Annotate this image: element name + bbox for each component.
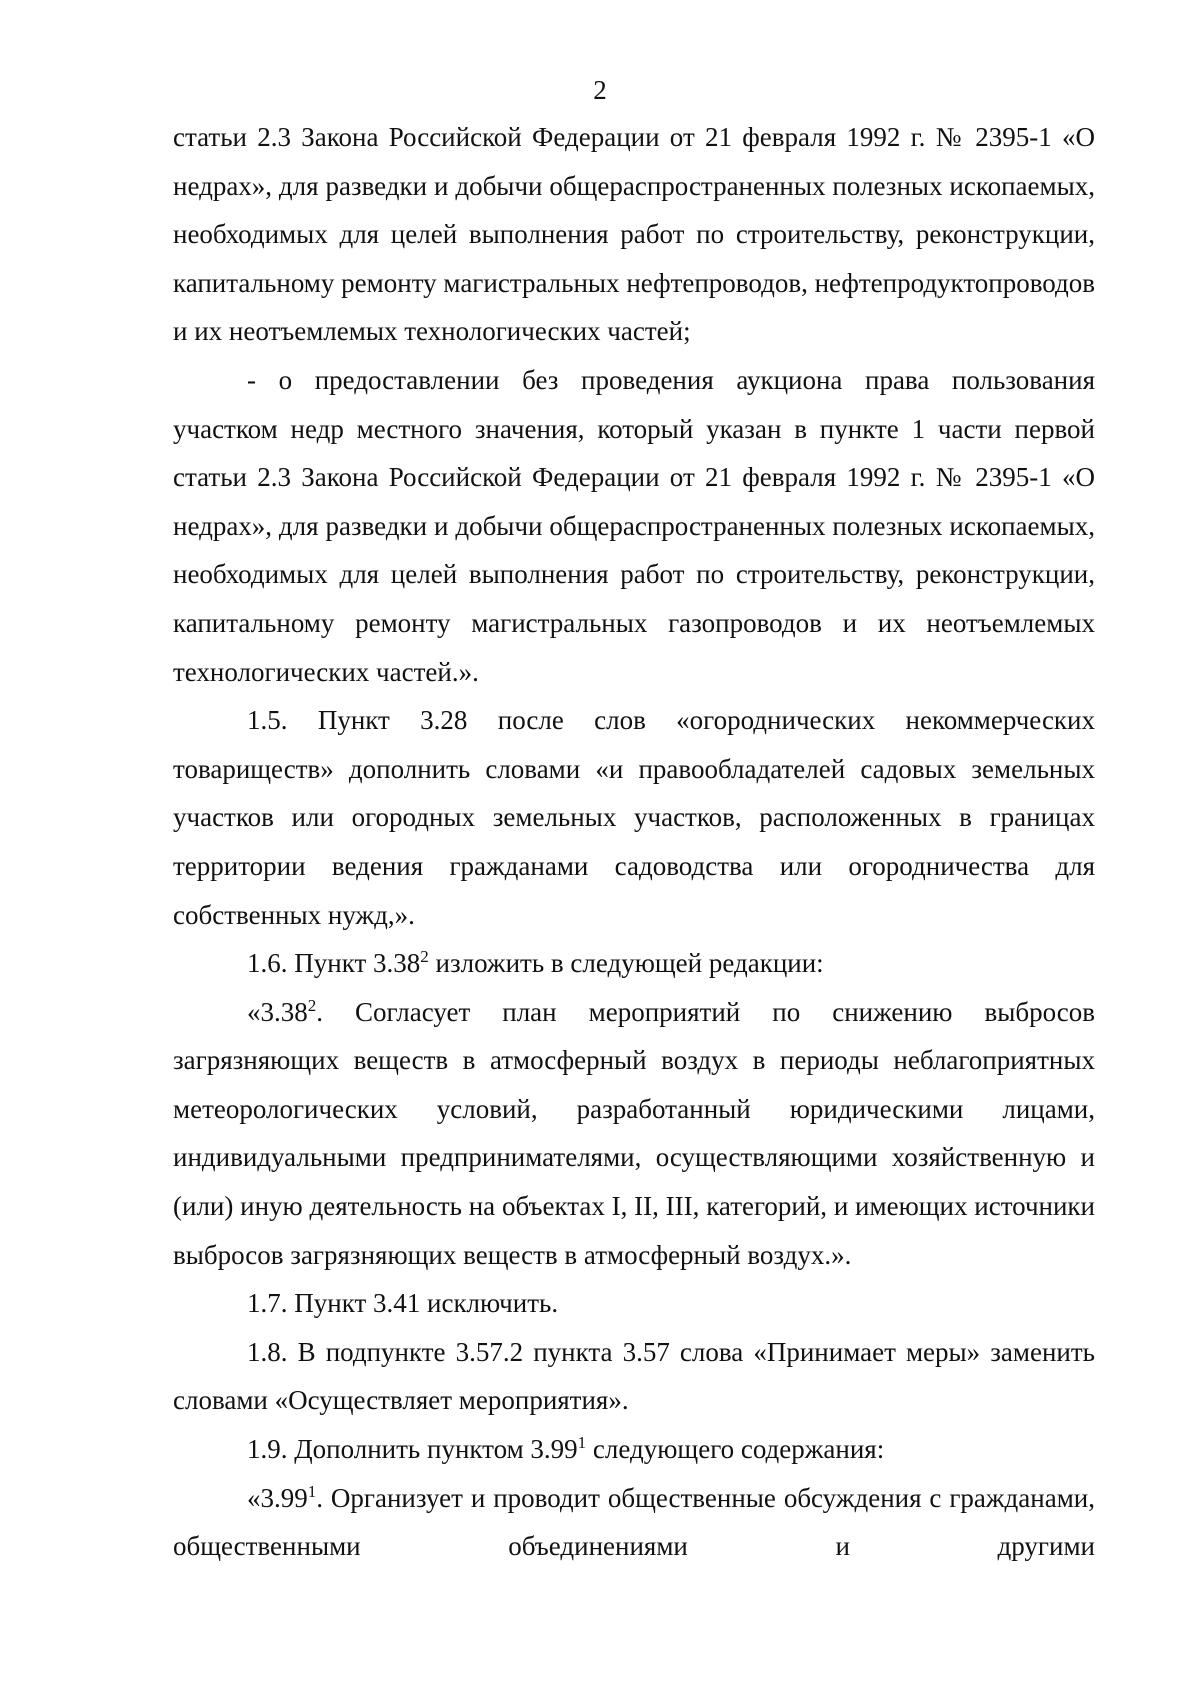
paragraph-subsoil-gas-pipelines: - о предоставлении без проведения аукциона права пользования участком недр местного значения, который указан в пункте 1 части первой статьи 2.3 Закона Российской Федерации от 21 февраля 1992 г. № 2395-1 «О недрах», для разведки и добычи общераспространенных полезных ископаемых, необходимых для целей выполнения работ по строительству, реконструкции, капитальному ремонту магистральных газопроводов и их неотъемлемых технологических частей.». — [173, 364, 1095, 687]
item-3-99-1-text-start: «3.99 — [247, 1482, 308, 1513]
item-3-99-1-text-end: . Организует и проводит общественные обсуждения с гражданами, общественными объединениями и другими — [173, 1482, 1095, 1562]
paragraph-item-1-6 — [173, 939, 1095, 988]
paragraph-item-3-38-2 — [173, 988, 1095, 1280]
paragraph-subsoil-oil-pipelines: статьи 2.3 Закона Российской Федерации от 21 февраля 1992 г. № 2395-1 «О недрах», для разведки и добычи общераспространенных полезных ископаемых, необходимых для целей выполнения работ по строительству, реконструкции, капитальному ремонту магистральных нефтепроводов, нефтепродуктопроводов и их неотъемлемых технологических частей; — [173, 122, 1095, 347]
paragraph-item-1-8: 1.8. В подпункте 3.57.2 пункта 3.57 слова «Принимает меры» заменить словами «Осуществляет мероприятия». — [173, 1336, 1095, 1416]
item-1-9-superscript: 1 — [577, 1433, 587, 1453]
paragraph-item-1-7: 1.7. Пункт 3.41 исключить. — [247, 1288, 559, 1319]
item-3-38-2-text-start: «3.38 — [247, 996, 308, 1027]
item-1-9-text-end: следующего содержания: — [586, 1434, 885, 1465]
item-3-38-2-text-end: . Согласует план мероприятий по снижению выбросов загрязняющих веществ в атмосферный воздух в периоды неблагоприятных метеорологических условий, разработанный юридическими лицами, индивидуальными предпринимателями, осуществляющими хозяйственную и (или) иную деятельность на объектах I, II, III, категорий, и имеющих источники выбросов загрязняющих веществ в атмосферный воздух.». — [173, 996, 1095, 1270]
document-body — [173, 113, 1095, 1571]
paragraph-item-1-5: 1.5. Пункт 3.28 после слов «огороднических некоммерческих товариществ» дополнить словами «и правообладателей садовых земельных участков или огородных земельных участков, расположенных в границах территории ведения гражданами садоводства или огородничества для собственных нужд,». — [173, 705, 1095, 930]
paragraph-item-3-99-1 — [173, 1474, 1095, 1571]
item-1-6-text-end: изложить в следующей редакции: — [428, 948, 824, 979]
item-1-6-text-start: 1.6. Пункт 3.38 — [247, 948, 421, 979]
item-1-6-superscript: 2 — [420, 947, 429, 967]
item-3-99-1-superscript: 1 — [307, 1481, 317, 1501]
item-3-38-2-superscript: 2 — [307, 995, 317, 1015]
item-1-9-text-start: 1.9. Дополнить пунктом 3.99 — [247, 1434, 578, 1465]
paragraph-item-1-9 — [173, 1425, 1095, 1474]
page-number: 2 — [593, 75, 607, 105]
